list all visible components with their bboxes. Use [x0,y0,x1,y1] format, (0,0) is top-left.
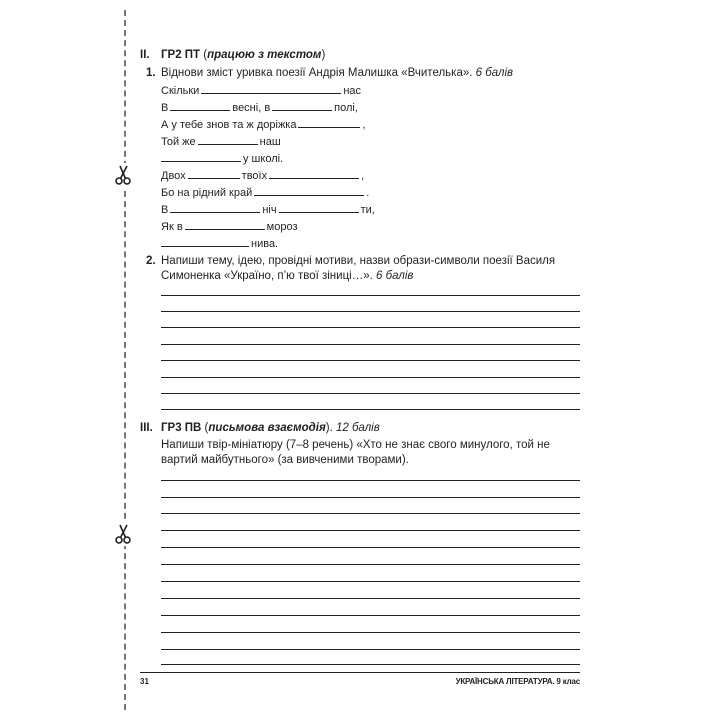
fill-blank[interactable] [279,202,359,213]
task-instruction: Напиши тему, ідею, провідні мотиви, назви образи-символи поезії Василя Симоненка «Україно, п’ю твої зіниці…». [161,255,556,282]
poem-line: В ніч ти, [161,204,375,216]
fill-blank[interactable] [272,100,332,111]
running-footer: УКРАЇНСЬКА ЛІТЕРАТУРА. 9 клас [455,677,580,686]
fill-blank[interactable] [170,100,230,111]
task-text [161,66,513,81]
answer-line[interactable] [161,632,580,633]
answer-line[interactable] [161,513,580,514]
fill-blank[interactable] [185,219,265,230]
task-instruction: Напиши твір-мініатюру (7–8 речень) «Хто не знає свого минулого, той не вартий майбутнього» (за вивченими творами). [161,439,550,466]
scissors-icon [112,522,136,546]
section-number: III. [140,422,153,434]
answer-line[interactable] [161,615,580,616]
fill-blank[interactable] [298,117,360,128]
page-number: 31 [140,677,149,686]
fill-blank[interactable] [161,151,241,162]
scissors-icon [112,163,136,187]
answer-line[interactable] [161,344,580,345]
poem-line: нива. [161,236,278,250]
answer-line[interactable] [161,581,580,582]
answer-line[interactable] [161,497,580,498]
poem-line: В весні, в полі, [161,102,358,114]
fill-blank[interactable] [254,185,364,196]
section-points: 12 балів [335,422,380,434]
answer-line[interactable] [161,311,580,312]
fill-blank[interactable] [201,83,341,94]
task-number: 2. [146,255,156,267]
task-points: 6 балів [376,270,414,282]
answer-line[interactable] [161,547,580,548]
fill-blank[interactable] [170,202,260,213]
poem-line: Бо на рідний край . [161,187,370,199]
fill-blank[interactable] [269,168,359,179]
poem-line: Той же наш [161,136,281,148]
section-code: ГР2 ПТ [161,49,201,61]
fill-blank[interactable] [188,168,240,179]
answer-line[interactable] [161,564,580,565]
task-instruction: Віднови зміст уривка поезії Андрія Малишка «Вчителька». [161,67,473,79]
answer-line[interactable] [161,360,580,361]
poem-line: А у тебе знов та ж доріжка , [161,119,366,131]
task-number: 1. [146,67,156,79]
section-code: ГР3 ПВ [161,422,202,434]
poem-line: Як в мороз [161,221,298,233]
fill-blank[interactable] [198,134,258,145]
fill-blank[interactable] [161,236,249,247]
task-text [161,254,586,284]
answer-line[interactable] [161,598,580,599]
answer-line[interactable] [161,649,580,650]
poem-line: Двох твоїх , [161,170,365,182]
section-mode: працюю з текстом [207,49,322,61]
cut-line [124,10,126,710]
answer-line[interactable] [161,327,580,328]
section-mode: письмова взаємодія [208,422,326,434]
answer-line[interactable] [161,530,580,531]
task-points: 6 балів [475,67,514,79]
answer-line[interactable] [161,393,580,394]
section-heading: ГР2 ПТ (працюю з текстом) [161,49,326,61]
answer-line[interactable] [161,409,580,410]
section-number: II. [140,49,150,61]
answer-line[interactable] [161,295,580,296]
answer-line[interactable] [161,377,580,378]
footer-divider [140,672,580,673]
answer-line[interactable] [161,664,580,665]
poem-line: у школі. [161,151,283,165]
poem-line: Скільки нас [161,85,362,97]
section-heading: ГР3 ПВ (письмова взаємодія). 12 балів [161,422,380,434]
answer-line[interactable] [161,480,580,481]
